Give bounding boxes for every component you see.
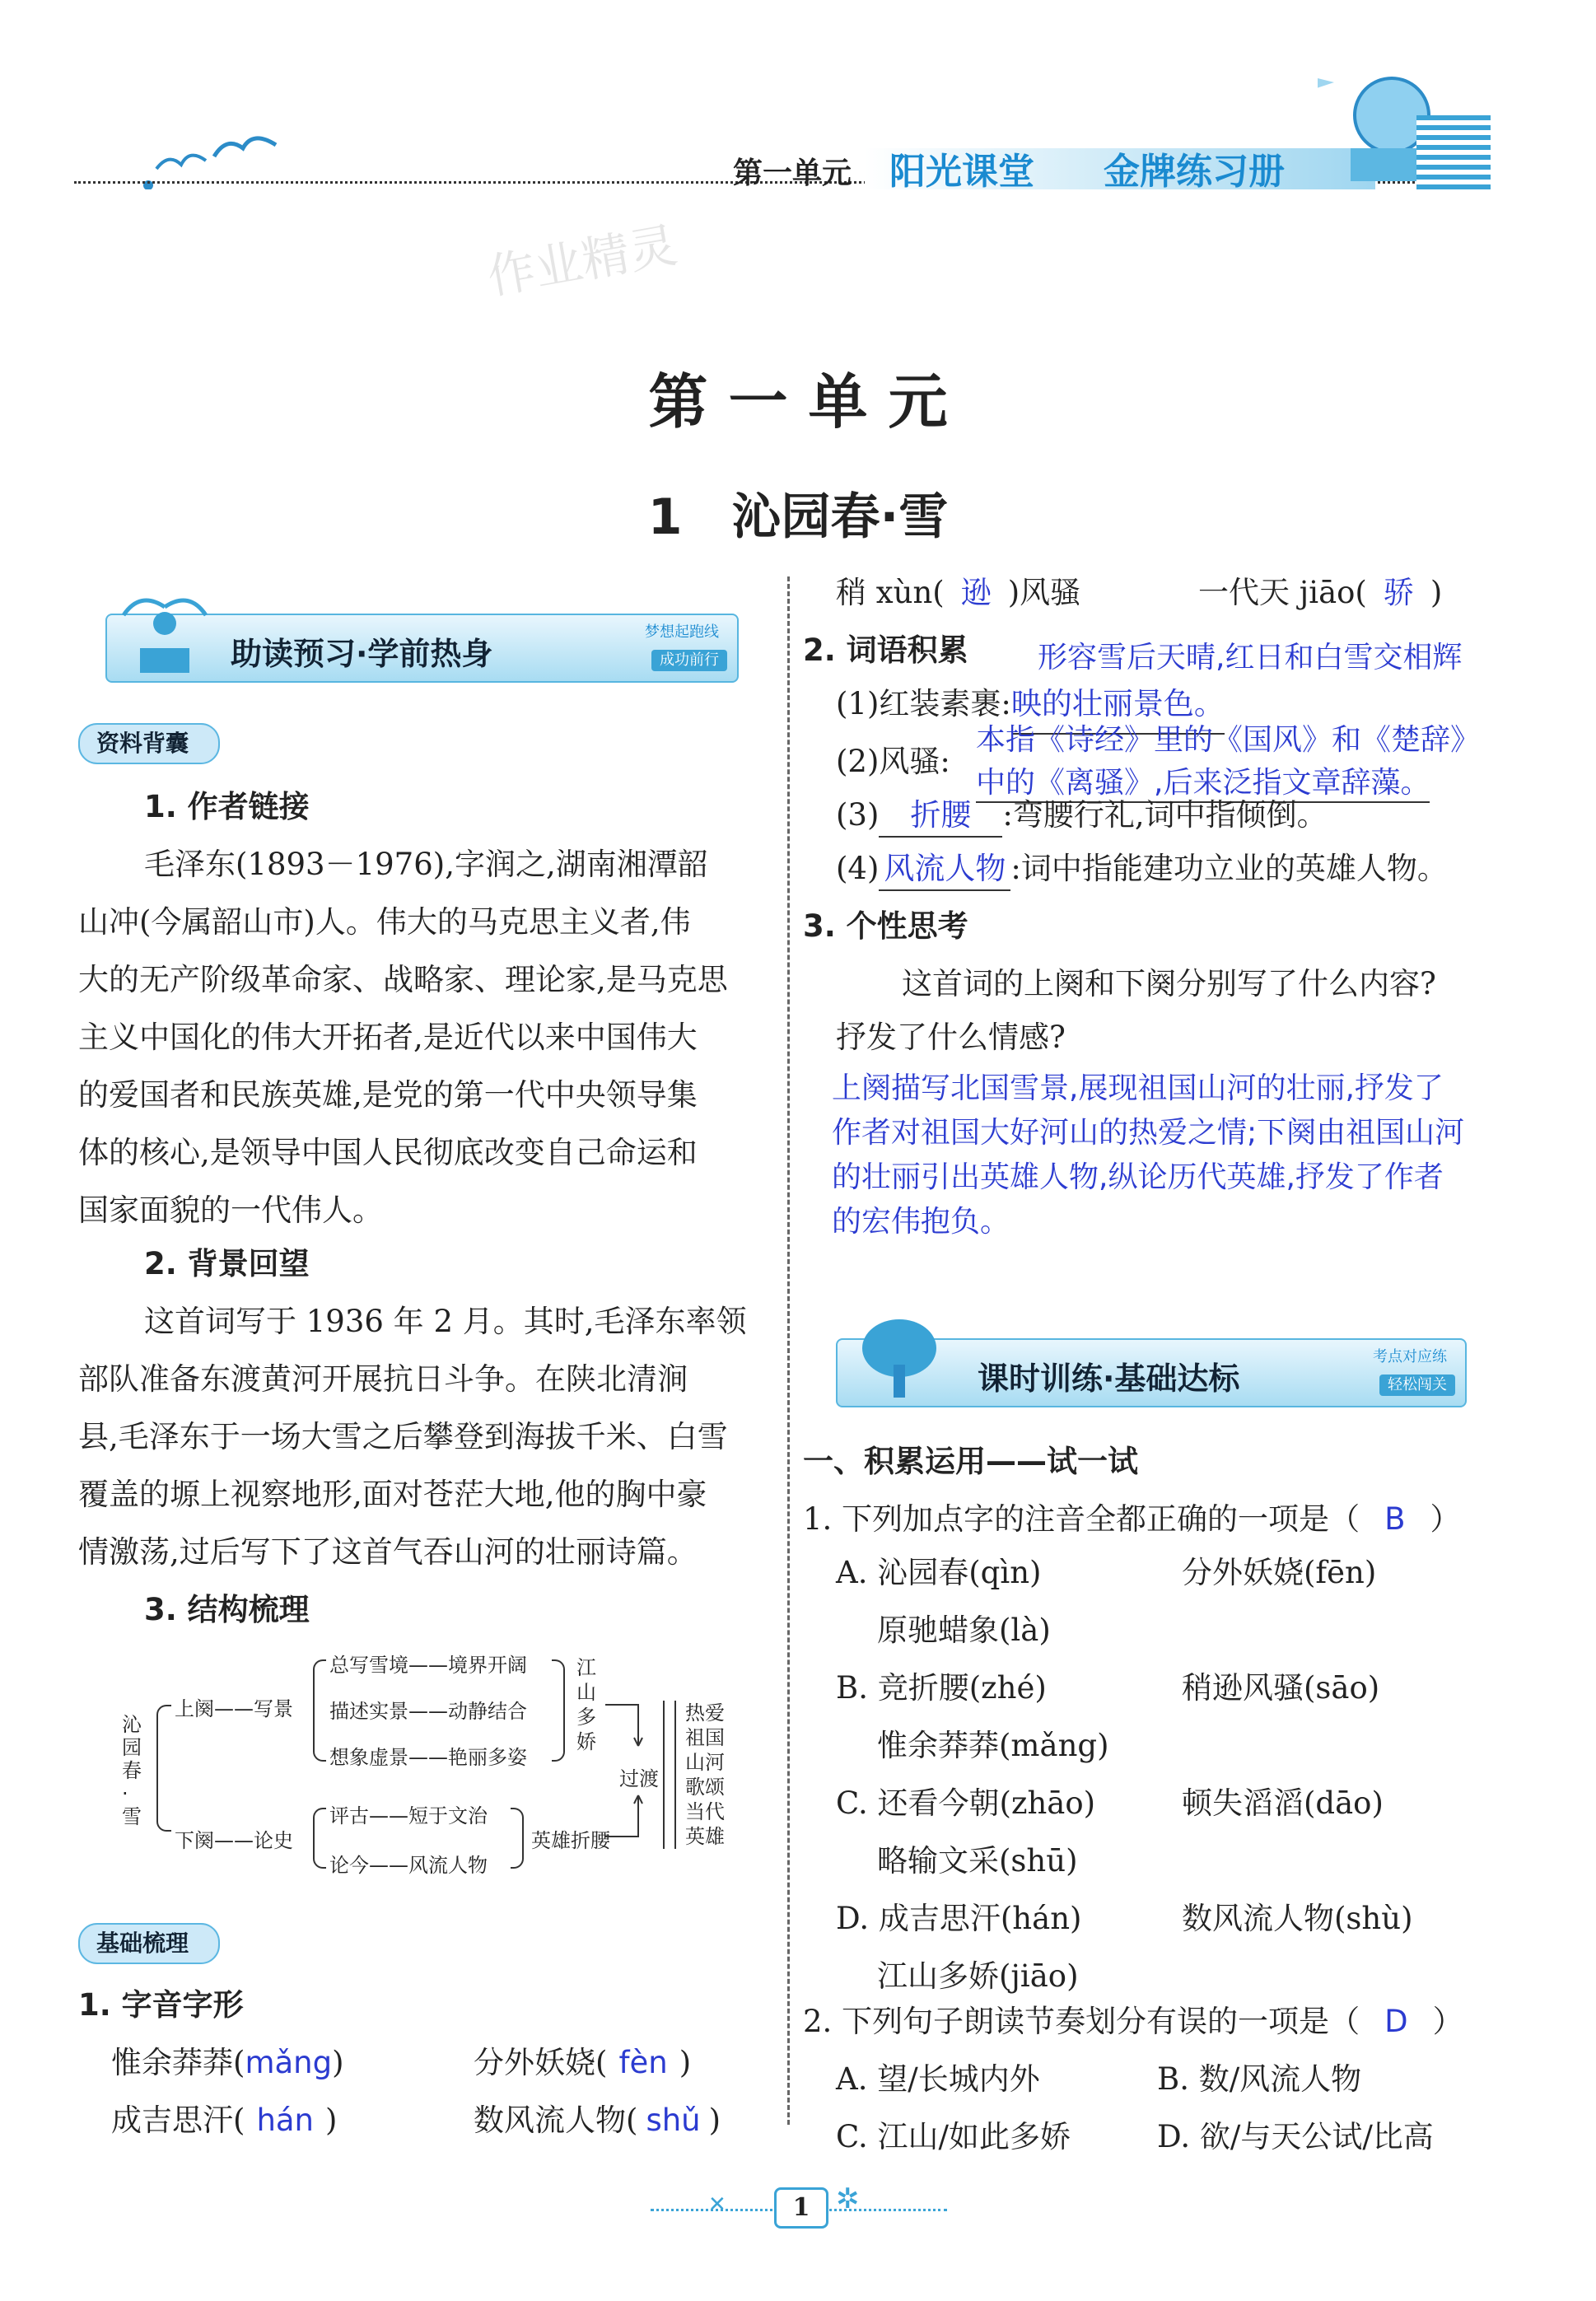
pronunciation-item: 数风流人物( shǔ ): [474, 2103, 721, 2138]
option-d: D. 成吉思汗(hán) 数风流人物(shù): [836, 1901, 1413, 1936]
vocab-answer-2a: 本指《诗经》里的《国风》和《楚辞》: [976, 723, 1481, 757]
option-c: C. 还看今朝(zhāo) 顿失滔滔(dāo): [836, 1785, 1384, 1821]
pron-answer: fèn: [618, 2045, 668, 2080]
diagram-upper-item: 描述实景——动静结合: [329, 1700, 527, 1723]
training-banner: [836, 1338, 1467, 1407]
background-line: 情激荡,过后写下了这首气吞山河的壮丽诗篇。: [78, 1534, 698, 1570]
preview-banner: [105, 614, 739, 683]
pron-answer: hán: [256, 2103, 315, 2138]
pron-word: 分外妖娆(: [474, 2045, 608, 2080]
author-line: 山冲(今属韶山市)人。伟大的马克思主义者,伟: [78, 904, 691, 940]
author-line: 大的无产阶级革命家、战略家、理论家,是马克思: [78, 962, 728, 997]
structure-heading: 3. 结构梳理: [144, 1592, 310, 1627]
pronunciation-heading: 1. 字音字形: [78, 1987, 244, 2023]
thinking-answer-line: 作者对祖国大好河山的热爱之情;下阕由祖国山河: [832, 1116, 1465, 1150]
q1-options: [836, 1544, 1519, 2005]
q2-option-a: A. 望/长城内外: [836, 2061, 1040, 2097]
pinwheel-icon: ✲: [836, 2182, 860, 2215]
pronunciation-item: 惟余莽莽(mǎng): [111, 2045, 344, 2080]
vocab-answer-1b: 映的壮丽景色。: [1011, 675, 1225, 735]
thinking-answer-line: 上阕描写北国雪景,展现祖国山河的壮丽,抒发了: [832, 1071, 1444, 1105]
thinking-heading: 3. 个性思考: [803, 908, 968, 944]
question-2-answer: D: [1384, 2004, 1408, 2039]
diagram-brace-upper-right: [552, 1659, 565, 1762]
author-line: 主义中国化的伟大开拓者,是近代以来中国伟大: [78, 1020, 698, 1055]
vocab-answer-4: 风流人物: [879, 848, 1010, 891]
training-banner-side-2: 轻松闯关: [1379, 1375, 1455, 1396]
diagram-theme: 热爱祖国山河歌颂当代英雄: [685, 1701, 725, 1848]
word-item: 一代天 jiāo( 骄 ): [1198, 575, 1443, 610]
pron-answer: shǔ: [646, 2103, 701, 2138]
author-line: 的爱国者和民族英雄,是党的第一代中央领导集: [78, 1077, 698, 1113]
background-line: 这首词写于 1936 年 2 月。其时,毛泽东率领: [144, 1304, 747, 1339]
thinking-answer-line: 的壮丽引出英雄人物,纵论历代英雄,抒发了作者: [832, 1160, 1444, 1194]
page-header: [74, 99, 1474, 198]
column-divider: [787, 576, 790, 2125]
option-a-2: 原驰蜡象(là): [877, 1613, 1051, 1648]
header-book-1: 阳光课堂: [889, 151, 1034, 193]
word-answer: 骄: [1383, 575, 1414, 610]
vocab-heading: 2. 词语积累: [803, 632, 968, 668]
question-1-answer: B: [1384, 1501, 1406, 1537]
fountain-icon: [115, 590, 214, 681]
background-line: 部队准备东渡黄河开展抗日斗争。在陕北清涧: [78, 1361, 688, 1397]
vocab-answer-2b: 中的《离骚》,后来泛指文章辞藻。: [976, 759, 1430, 803]
training-banner-side-1: 考点对应练: [1373, 1348, 1447, 1365]
option-c-2: 略输文采(shū): [877, 1843, 1078, 1879]
option-d-2: 江山多娇(jiāo): [877, 1958, 1079, 1994]
background-line: 覆盖的塬上视察地形,面对苍茫大地,他的胸中豪: [78, 1477, 707, 1512]
vocab-item-2: (2)风骚:: [836, 744, 950, 779]
pronunciation-item: 成吉思汗( hán ): [111, 2103, 338, 2138]
q2-option-d: D. 欲/与天公试/比高: [1157, 2119, 1434, 2154]
diagram-brace-lower: [313, 1808, 326, 1869]
preview-banner-title: 助读预习·学前热身: [231, 636, 493, 672]
diagram-lower-item: 论今——风流人物: [329, 1854, 488, 1877]
word-answer: 逊: [960, 575, 992, 610]
diagram-lower: 下阕——论史: [175, 1829, 293, 1852]
diagram-brace-upper: [313, 1659, 326, 1762]
option-b-2: 惟余莽莽(mǎng): [877, 1728, 1109, 1763]
diagram-upper: 上阕——写景: [175, 1697, 293, 1720]
thinking-answer: [832, 1066, 1464, 1244]
tag-background: 资料背囊: [78, 723, 220, 764]
preview-banner-side-1: 梦想起跑线: [645, 623, 719, 641]
background-text: [78, 1293, 770, 1581]
diagram-brace-root: [156, 1705, 171, 1832]
tag-basics: 基础梳理: [78, 1923, 220, 1964]
vocab-answer-3: 折腰: [879, 795, 1002, 838]
author-line: 体的核心,是领导中国人民彻底改变自己命运和: [78, 1135, 698, 1170]
structure-diagram: [115, 1647, 741, 1894]
diagram-transition: 过渡: [619, 1767, 659, 1790]
author-line: 国家面貌的一代伟人。: [78, 1193, 383, 1228]
question-1: 1. 下列加点字的注音全都正确的一项是（ B ）: [803, 1501, 1461, 1537]
background-line: 县,毛泽东于一场大雪之后攀登到海拔千米、白雪: [78, 1419, 728, 1454]
background-heading: 2. 背景回望: [144, 1246, 310, 1281]
thinking-question-2: 抒发了什么情感?: [836, 1020, 1066, 1055]
q2-option-b: B. 数/风流人物: [1157, 2061, 1362, 2097]
q2-option-c: C. 江山/如此多娇: [836, 2119, 1071, 2154]
header-unit: 第一单元: [733, 156, 852, 190]
diagram-brace-lower-right: [511, 1808, 524, 1869]
word-item: 稍 xùn( 逊 )风骚: [836, 575, 1081, 610]
vocab-item-3: (3) 折腰 :弯腰行礼,词中指倾倒。: [836, 786, 1328, 844]
diagram-upper-result: 江山多娇: [576, 1656, 596, 1753]
pron-answer: mǎng: [245, 2045, 333, 2080]
watermark: 作业精灵: [483, 217, 682, 306]
option-a: A. 沁园春(qìn) 分外妖娆(fēn): [836, 1555, 1377, 1590]
tree-icon: [854, 1315, 945, 1406]
section-1-title: 一、积累运用——试一试: [803, 1444, 1138, 1479]
fish-icon: ✕: [708, 2192, 726, 2217]
option-b: B. 竞折腰(zhé) 稍逊风骚(sāo): [836, 1670, 1380, 1706]
pron-word: 成吉思汗(: [111, 2103, 245, 2138]
author-text: [78, 836, 770, 1239]
diagram-lower-result: 英雄折腰: [531, 1829, 610, 1852]
question-2: 2. 下列句子朗读节奏划分有误的一项是（ D ）: [803, 2004, 1463, 2039]
diagram-lower-item: 评古——短于文治: [329, 1804, 488, 1827]
diagram-root: 沁园春·雪: [122, 1713, 142, 1828]
vocab-item-1: (1)红装素裹:映的壮丽景色。: [836, 675, 1225, 735]
diagram-upper-item: 想象虚景——艳丽多姿: [329, 1746, 527, 1769]
author-heading: 1. 作者链接: [144, 789, 310, 824]
thinking-question-1: 这首词的上阕和下阕分别写了什么内容?: [902, 966, 1436, 1001]
thinking-answer-line: 的宏伟抱负。: [832, 1205, 1010, 1239]
bird-decoration-icon: [107, 124, 296, 189]
pron-word: 惟余莽莽(: [111, 2045, 245, 2080]
author-line: 毛泽东(1893－1976),字润之,湖南湘潭韶: [144, 847, 708, 882]
preview-banner-side-2: 成功前行: [651, 650, 727, 671]
vocab-answer-1a: 形容雪后天晴,红日和白雪交相辉: [1038, 641, 1463, 674]
pron-word: 数风流人物(: [474, 2103, 638, 2138]
page-footer: [651, 2182, 947, 2232]
vocab-item-4: (4) 风流人物 :词中指能建功立业的英雄人物。: [836, 840, 1448, 898]
diagram-upper-item: 总写雪境——境界开阔: [329, 1654, 527, 1677]
diagram-brace-theme: [663, 1701, 676, 1849]
header-stripes: [1416, 115, 1491, 189]
training-banner-title: 课时训练·基础达标: [978, 1361, 1240, 1397]
unit-title: 第 一 单 元: [648, 367, 948, 436]
pronunciation-item: 分外妖娆( fèn ): [474, 2045, 692, 2080]
header-book-2: 金牌练习册: [1104, 151, 1285, 193]
page-number: 1: [774, 2187, 828, 2229]
lesson-title: 1 沁园春·雪: [647, 488, 949, 546]
